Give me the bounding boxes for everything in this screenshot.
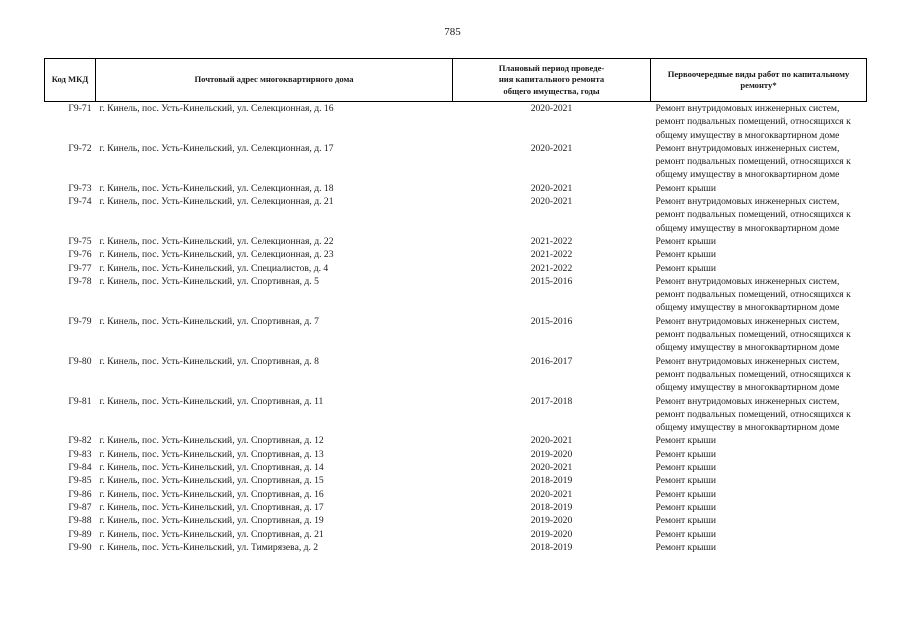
works-line: Ремонт крыши xyxy=(655,462,716,474)
cell-code: Г9-74 xyxy=(68,196,92,208)
works-line: Ремонт внутридомовых инженерных систем, xyxy=(655,395,840,407)
works-line: Ремонт внутридомовых инженерных систем, xyxy=(655,196,840,208)
header-works-line: ремонту* xyxy=(740,80,777,90)
cell-code: Г9-75 xyxy=(68,235,92,247)
works-line: общему имуществу в многоквартирном доме xyxy=(655,422,840,434)
cell-works xyxy=(651,235,867,248)
cell-period: 2019-2020 xyxy=(530,448,573,460)
cell-period: 2020-2021 xyxy=(530,196,573,208)
cell-code: Г9-89 xyxy=(68,528,92,540)
cell-code: Г9-76 xyxy=(68,249,92,261)
cell-period: 2020-2021 xyxy=(530,488,573,500)
cell-code: Г9-90 xyxy=(68,541,92,553)
cell-period: 2020-2021 xyxy=(530,435,573,447)
header-works-line: Первоочередные виды работ по капитальному xyxy=(667,68,850,79)
cell-works xyxy=(651,315,867,355)
works-line: ремонт подвальных помещений, относящихся к xyxy=(655,408,851,420)
works-line: ремонт подвальных помещений, относящихся к xyxy=(655,368,851,380)
table-body xyxy=(45,102,867,555)
page-number: 785 xyxy=(444,26,461,38)
cell-address: г. Кинель, пос. Усть-Кинельский, ул. Спортивная, д. 14 xyxy=(99,462,324,474)
works-line: ремонт подвальных помещений, относящихся к xyxy=(655,156,851,168)
header-period xyxy=(453,59,651,102)
cell-address: г. Кинель, пос. Усть-Кинельский, ул. Спортивная, д. 7 xyxy=(99,315,319,327)
works-line: Ремонт внутридомовых инженерных систем, xyxy=(655,355,840,367)
works-line: Ремонт внутридомовых инженерных систем, xyxy=(655,315,840,327)
works-line: ремонт подвальных помещений, относящихся к xyxy=(655,116,851,128)
cell-period: 2018-2019 xyxy=(530,541,573,553)
works-line: общему имуществу в многоквартирном доме xyxy=(655,382,840,394)
cell-code: Г9-77 xyxy=(68,262,92,274)
cell-period: 2017-2018 xyxy=(530,395,573,407)
table-row xyxy=(45,434,867,447)
cell-address: г. Кинель, пос. Усть-Кинельский, ул. Селекционная, д. 23 xyxy=(99,249,334,261)
cell-code: Г9-83 xyxy=(68,448,92,460)
cell-works xyxy=(651,248,867,261)
header-period-line: ния капитального ремонта xyxy=(498,74,605,85)
works-line: общему имуществу в многоквартирном доме xyxy=(655,342,840,354)
table-row xyxy=(45,514,867,527)
cell-code: Г9-82 xyxy=(68,435,92,447)
works-line: общему имуществу в многоквартирном доме xyxy=(655,129,840,141)
table-row xyxy=(45,541,867,554)
cell-period: 2019-2020 xyxy=(530,515,573,527)
cell-address: г. Кинель, пос. Усть-Кинельский, ул. Спортивная, д. 17 xyxy=(99,501,324,513)
cell-code: Г9-79 xyxy=(68,315,92,327)
works-line: Ремонт крыши xyxy=(655,541,716,553)
works-line: общему имуществу в многоквартирном доме xyxy=(655,302,840,314)
table-row xyxy=(45,474,867,487)
table-row xyxy=(45,262,867,275)
cell-address: г. Кинель, пос. Усть-Кинельский, ул. Спортивная, д. 11 xyxy=(99,395,324,407)
table-row xyxy=(45,102,867,142)
cell-period: 2018-2019 xyxy=(530,475,573,487)
cell-address: г. Кинель, пос. Усть-Кинельский, ул. Селекционная, д. 22 xyxy=(99,235,334,247)
cell-period: 2020-2021 xyxy=(530,142,573,154)
works-line: Ремонт крыши xyxy=(655,448,716,460)
table-row xyxy=(45,235,867,248)
works-line: Ремонт крыши xyxy=(655,475,716,487)
works-line: общему имуществу в многоквартирном доме xyxy=(655,169,840,181)
cell-address: г. Кинель, пос. Усть-Кинельский, ул. Спортивная, д. 19 xyxy=(99,515,324,527)
works-line: ремонт подвальных помещений, относящихся к xyxy=(655,209,851,221)
cell-period: 2020-2021 xyxy=(530,462,573,474)
cell-period: 2015-2016 xyxy=(530,315,573,327)
cell-works xyxy=(651,262,867,275)
cell-address: г. Кинель, пос. Усть-Кинельский, ул. Селекционная, д. 17 xyxy=(99,142,334,154)
cell-address: г. Кинель, пос. Усть-Кинельский, ул. Тимирязева, д. 2 xyxy=(99,541,319,553)
cell-works xyxy=(651,514,867,527)
cell-address: г. Кинель, пос. Усть-Кинельский, ул. Селекционная, д. 18 xyxy=(99,182,334,194)
header-period-line: Плановый период проведе- xyxy=(498,62,605,73)
table-row xyxy=(45,488,867,501)
cell-works xyxy=(651,355,867,395)
cell-works xyxy=(651,395,867,435)
cell-code: Г9-78 xyxy=(68,275,92,287)
cell-works xyxy=(651,448,867,461)
cell-code: Г9-86 xyxy=(68,488,92,500)
cell-works xyxy=(651,541,867,554)
table-row xyxy=(45,248,867,261)
cell-code: Г9-85 xyxy=(68,475,92,487)
table-header xyxy=(45,59,867,102)
cell-works xyxy=(651,275,867,315)
cell-period: 2016-2017 xyxy=(530,355,573,367)
cell-period: 2020-2021 xyxy=(530,182,573,194)
header-works xyxy=(651,59,867,102)
cell-code: Г9-88 xyxy=(68,515,92,527)
cell-works xyxy=(651,488,867,501)
works-line: Ремонт крыши xyxy=(655,182,716,194)
works-line: ремонт подвальных помещений, относящихся к xyxy=(655,329,851,341)
cell-works xyxy=(651,182,867,195)
cell-code: Г9-87 xyxy=(68,501,92,513)
cell-address: г. Кинель, пос. Усть-Кинельский, ул. Селекционная, д. 16 xyxy=(99,103,334,114)
table-row xyxy=(45,142,867,182)
cell-address: г. Кинель, пос. Усть-Кинельский, ул. Спортивная, д. 15 xyxy=(99,475,324,487)
cell-works xyxy=(651,434,867,447)
works-line: Ремонт крыши xyxy=(655,501,716,513)
table-row xyxy=(45,275,867,315)
cell-code: Г9-81 xyxy=(68,395,92,407)
cell-address: г. Кинель, пос. Усть-Кинельский, ул. Спортивная, д. 16 xyxy=(99,488,324,500)
cell-code: Г9-84 xyxy=(68,462,92,474)
cell-works xyxy=(651,474,867,487)
cell-period: 2018-2019 xyxy=(530,501,573,513)
table-row xyxy=(45,355,867,395)
cell-code: Г9-80 xyxy=(68,355,92,367)
cell-works xyxy=(651,102,867,142)
cell-period: 2021-2022 xyxy=(530,235,573,247)
mkd-table xyxy=(44,58,867,554)
table-row xyxy=(45,461,867,474)
table-row xyxy=(45,395,867,435)
cell-works xyxy=(651,142,867,182)
table-row xyxy=(45,315,867,355)
cell-address: г. Кинель, пос. Усть-Кинельский, ул. Спортивная, д. 13 xyxy=(99,448,324,460)
header-address: Почтовый адрес многоквартирного дома xyxy=(96,59,453,102)
works-line: Ремонт внутридомовых инженерных систем, xyxy=(655,275,840,287)
cell-period: 2019-2020 xyxy=(530,528,573,540)
works-line: Ремонт крыши xyxy=(655,249,716,261)
works-line: Ремонт внутридомовых инженерных систем, xyxy=(655,142,840,154)
cell-period: 2021-2022 xyxy=(530,249,573,261)
cell-code: Г9-71 xyxy=(68,103,92,114)
cell-code: Г9-73 xyxy=(68,182,92,194)
header-code: Код МКД xyxy=(45,59,96,102)
table-row xyxy=(45,501,867,514)
works-line: ремонт подвальных помещений, относящихся к xyxy=(655,289,851,301)
cell-works xyxy=(651,528,867,541)
table-row xyxy=(45,195,867,235)
works-line: Ремонт внутридомовых инженерных систем, xyxy=(655,103,840,114)
works-line: Ремонт крыши xyxy=(655,515,716,527)
works-line: Ремонт крыши xyxy=(655,262,716,274)
cell-period: 2015-2016 xyxy=(530,275,573,287)
works-line: общему имуществу в многоквартирном доме xyxy=(655,222,840,234)
works-line: Ремонт крыши xyxy=(655,435,716,447)
cell-works xyxy=(651,461,867,474)
cell-period: 2020-2021 xyxy=(530,103,573,114)
cell-address: г. Кинель, пос. Усть-Кинельский, ул. Спортивная, д. 8 xyxy=(99,355,319,367)
table-row xyxy=(45,448,867,461)
cell-address: г. Кинель, пос. Усть-Кинельский, ул. Спортивная, д. 12 xyxy=(99,435,324,447)
table-row xyxy=(45,182,867,195)
table-row xyxy=(45,528,867,541)
cell-address: г. Кинель, пос. Усть-Кинельский, ул. Спортивная, д. 5 xyxy=(99,275,319,287)
cell-works xyxy=(651,195,867,235)
cell-period: 2021-2022 xyxy=(530,262,573,274)
cell-works xyxy=(651,501,867,514)
works-line: Ремонт крыши xyxy=(655,235,716,247)
header-period-line: общего имущества, годы xyxy=(503,85,600,96)
works-line: Ремонт крыши xyxy=(655,528,716,540)
cell-address: г. Кинель, пос. Усть-Кинельский, ул. Селекционная, д. 21 xyxy=(99,196,334,208)
cell-code: Г9-72 xyxy=(68,142,92,154)
works-line: Ремонт крыши xyxy=(655,488,716,500)
cell-address: г. Кинель, пос. Усть-Кинельский, ул. Специалистов, д. 4 xyxy=(99,262,329,274)
cell-address: г. Кинель, пос. Усть-Кинельский, ул. Спортивная, д. 21 xyxy=(99,528,324,540)
